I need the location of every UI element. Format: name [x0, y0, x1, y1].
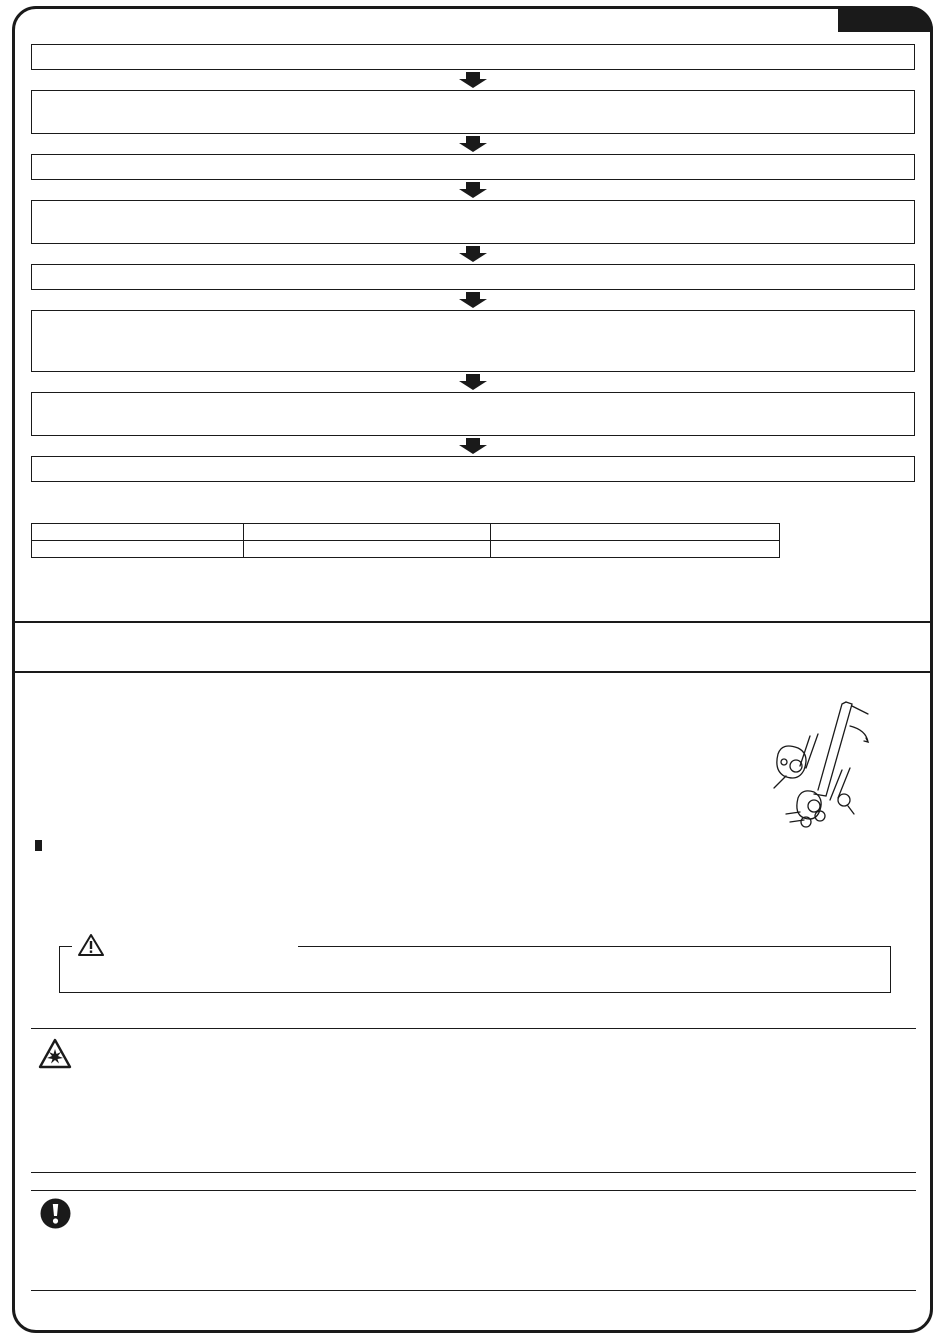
- table-row: [32, 524, 780, 541]
- flow-step-3: [31, 154, 915, 180]
- down-arrow-icon: [459, 292, 487, 308]
- table-cell: [244, 524, 491, 541]
- down-arrow-icon: [459, 72, 487, 88]
- table-cell: [32, 524, 244, 541]
- caution-box: [59, 946, 891, 993]
- section-divider-top: [15, 621, 930, 623]
- down-arrow-icon: [459, 182, 487, 198]
- hex-wrench-valve-illustration: [770, 696, 880, 844]
- down-arrow-icon: [459, 374, 487, 390]
- exclamation-circle-icon: [40, 1198, 71, 1229]
- warning-triangle-icon: [78, 933, 104, 957]
- flow-step-1: [31, 44, 915, 70]
- table-row: [32, 541, 780, 558]
- notice-section-top-rule: [31, 1190, 916, 1191]
- flow-step-4: [31, 200, 915, 244]
- flow-step-7: [31, 392, 915, 436]
- explosion-icon: [38, 1038, 72, 1070]
- page-corner-tab: [838, 6, 933, 32]
- table-cell: [491, 524, 780, 541]
- flow-step-5: [31, 264, 915, 290]
- notice-section-bottom-rule: [31, 1290, 916, 1291]
- down-arrow-icon: [459, 246, 487, 262]
- flow-step-2: [31, 90, 915, 134]
- warning-section-top-rule: [31, 1028, 916, 1029]
- section-divider-bottom: [15, 671, 930, 673]
- table-cell: [32, 541, 244, 558]
- table-cell: [491, 541, 780, 558]
- bullet-marker: [35, 840, 42, 851]
- warning-section-bottom-rule: [31, 1172, 916, 1173]
- caution-title-area: [72, 940, 298, 952]
- down-arrow-icon: [459, 438, 487, 454]
- down-arrow-icon: [459, 136, 487, 152]
- table-cell: [244, 541, 491, 558]
- flow-step-8: [31, 456, 915, 482]
- spec-table: [31, 523, 780, 558]
- flow-step-6: [31, 310, 915, 372]
